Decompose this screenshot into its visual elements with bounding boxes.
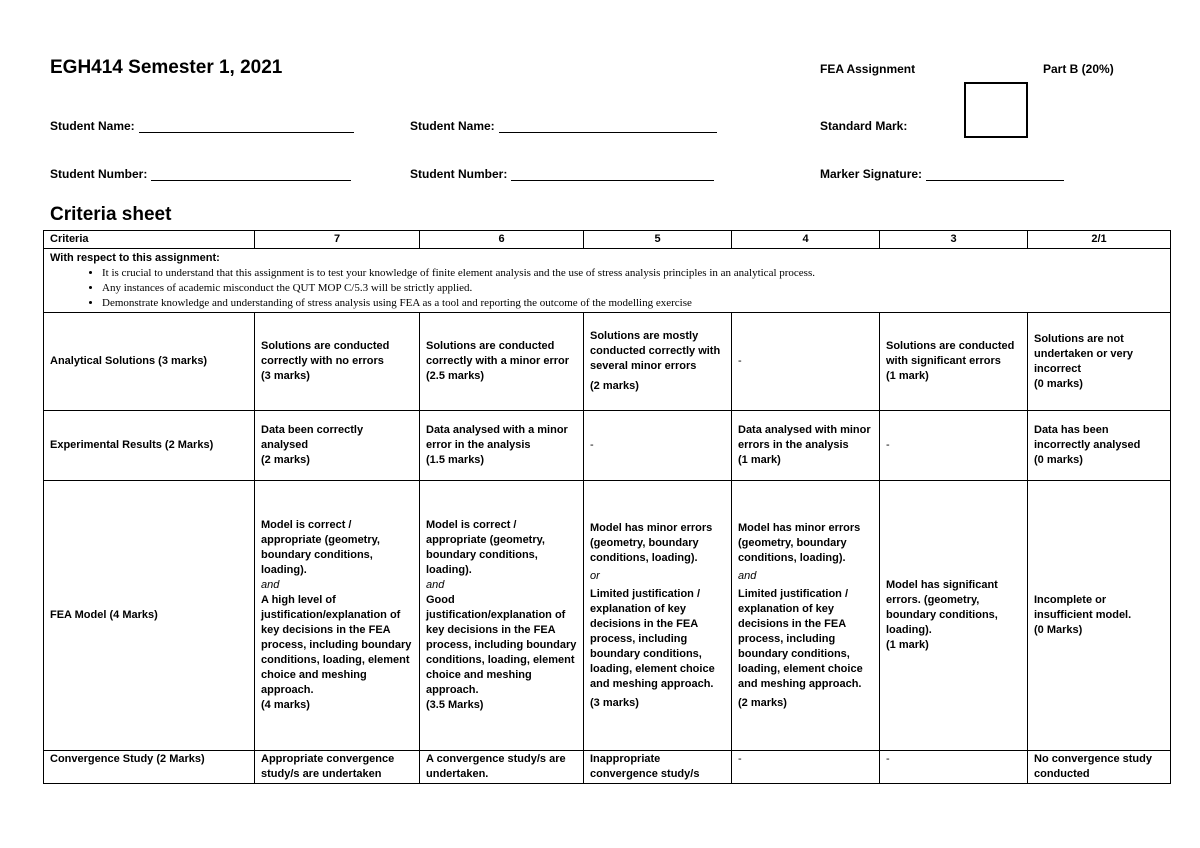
cell-marks: (2 marks) <box>590 380 639 392</box>
cell-marks: (3 marks) <box>590 696 639 709</box>
col-header-4: 4 <box>732 231 880 249</box>
criteria-label: FEA Model (4 Marks) <box>44 481 255 751</box>
col-header-2-1: 2/1 <box>1028 231 1171 249</box>
criteria-label: Analytical Solutions (3 marks) <box>44 313 255 411</box>
row-experimental <box>44 411 1171 481</box>
col-header-criteria: Criteria <box>44 231 255 249</box>
cell-7: Appropriate convergence study/s are undertaken <box>255 751 420 784</box>
cell-text: Solutions are conducted correctly with a minor error <box>426 340 570 367</box>
cell-6 <box>420 411 584 481</box>
cell-4 <box>732 411 880 481</box>
cell-6 <box>420 313 584 411</box>
section-title: Criteria sheet <box>50 204 172 225</box>
cell-marks: (1.5 marks) <box>426 454 485 466</box>
row-analytical <box>44 313 1171 411</box>
student-number-1 <box>50 167 351 181</box>
cell-conjunction: and <box>426 579 445 591</box>
note-item: • Demonstrate knowledge and understanding of stress analysis using FEA as a tool and reporting the outcome of the modelling exercise <box>102 296 1164 311</box>
student-name-label: Student Name: <box>410 119 495 133</box>
note-item: • It is crucial to understand that this assignment is to test your knowledge of finite element analysis and the use of stress analysis principles in an analytical process. <box>102 266 1164 281</box>
cell-text: A high level of justification/explanation of key decisions in the FEA process, including boundary conditions, loading, element choice and meshing approach. <box>261 594 412 696</box>
cell-5 <box>584 411 732 481</box>
cell-marks: (3.5 Marks) <box>426 699 484 711</box>
table-header-row <box>44 231 1171 249</box>
cell-marks: (1 mark) <box>886 639 929 651</box>
criteria-label: Experimental Results (2 Marks) <box>44 411 255 481</box>
cell-3 <box>880 313 1028 411</box>
cell-text: Model has minor errors (geometry, boundary conditions, loading). <box>590 521 713 564</box>
cell-text: Solutions are conducted with significant errors <box>886 340 1015 367</box>
cell-2-1 <box>1028 481 1171 751</box>
cell-6 <box>420 481 584 751</box>
cell-text: - <box>886 439 890 451</box>
student-number-label: Student Number: <box>410 167 508 181</box>
course-title: EGH414 Semester 1, 2021 <box>50 57 283 78</box>
student-number-line-1[interactable] <box>151 168 351 181</box>
cell-4: - <box>732 751 880 784</box>
cell-7 <box>255 481 420 751</box>
student-number-2 <box>410 167 714 181</box>
student-number-line-2[interactable] <box>511 168 714 181</box>
notes-cell <box>44 249 1171 313</box>
cell-2-1 <box>1028 313 1171 411</box>
cell-text: Data has been incorrectly analysed <box>1034 424 1141 451</box>
cell-text: Data been correctly analysed <box>261 424 364 451</box>
col-header-5: 5 <box>584 231 732 249</box>
cell-4 <box>732 481 880 751</box>
cell-marks: (1 mark) <box>886 370 929 382</box>
notes-title: With respect to this assignment: <box>50 252 220 264</box>
marker-signature-label: Marker Signature: <box>820 167 923 181</box>
cell-marks: (0 marks) <box>1034 377 1083 390</box>
student-name-2 <box>410 119 717 133</box>
marker-signature <box>820 167 1064 181</box>
cell-5: Inappropriate convergence study/s <box>584 751 732 784</box>
col-header-6: 6 <box>420 231 584 249</box>
cell-text: Limited justification / explanation of key decisions in the FEA process, including boundary conditions, loading, element choice and meshing approach. <box>590 587 715 690</box>
cell-conjunction: and <box>738 569 757 582</box>
cell-text: Limited justification / explanation of key decisions in the FEA process, including boundary conditions, loading, element choice and meshing approach. <box>738 587 863 690</box>
cell-text: Incomplete or insufficient model. <box>1034 594 1132 621</box>
cell-5 <box>584 313 732 411</box>
cell-2-1: No convergence study conducted <box>1028 751 1171 784</box>
cell-marks: (0 Marks) <box>1034 624 1083 636</box>
criteria-table <box>43 230 1171 784</box>
cell-marks: (2 marks) <box>738 696 787 709</box>
col-header-3: 3 <box>880 231 1028 249</box>
assignment-label: FEA Assignment <box>820 62 916 76</box>
cell-3: - <box>880 751 1028 784</box>
cell-text: Data analysed with minor errors in the analysis <box>738 424 871 451</box>
cell-5 <box>584 481 732 751</box>
cell-text: Model is correct / appropriate (geometry, boundary conditions, loading). <box>261 519 380 576</box>
criteria-label: Convergence Study (2 Marks) <box>44 751 255 784</box>
note-item: • Any instances of academic misconduct the QUT MOP C/5.3 will be strictly applied. <box>102 281 1164 296</box>
cell-marks: (2.5 marks) <box>426 370 485 382</box>
cell-text: Model has minor errors (geometry, boundary conditions, loading). <box>738 521 861 564</box>
marker-signature-line[interactable] <box>926 168 1064 181</box>
cell-7 <box>255 313 420 411</box>
cell-conjunction: or <box>590 569 600 582</box>
student-name-label: Student Name: <box>50 119 135 133</box>
cell-text: Data analysed with a minor error in the analysis <box>426 424 568 451</box>
cell-marks: (4 marks) <box>261 699 310 711</box>
cell-text: Model has significant errors. (geometry, boundary conditions, loading). <box>886 579 998 636</box>
cell-3 <box>880 411 1028 481</box>
cell-2-1 <box>1028 411 1171 481</box>
student-number-label: Student Number: <box>50 167 148 181</box>
cell-text: Good justification/explanation of key decisions in the FEA process, including boundary conditions, loading, element choice and meshing approach. <box>426 594 577 696</box>
cell-4 <box>732 313 880 411</box>
cell-text: - <box>590 439 594 451</box>
cell-text: Solutions are not undertaken or very incorrect <box>1034 332 1134 375</box>
cell-text: Solutions are mostly conducted correctly with several minor errors <box>590 330 721 372</box>
cell-text: Model is correct / appropriate (geometry, boundary conditions, loading). <box>426 519 545 576</box>
cell-text: Solutions are conducted correctly with no errors <box>261 340 390 367</box>
cell-marks: (1 mark) <box>738 454 781 466</box>
notes-row <box>44 249 1171 313</box>
standard-mark-label: Standard Mark: <box>820 119 908 133</box>
student-name-line-2[interactable] <box>499 120 717 133</box>
cell-marks: (0 marks) <box>1034 454 1083 466</box>
part-label: Part B (20%) <box>1043 62 1114 76</box>
col-header-7: 7 <box>255 231 420 249</box>
student-name-line-1[interactable] <box>139 120 354 133</box>
student-name-1 <box>50 119 354 133</box>
notes-list <box>50 266 1164 311</box>
cell-text: - <box>738 355 742 367</box>
cell-6: A convergence study/s are undertaken. <box>420 751 584 784</box>
row-convergence <box>44 751 1171 784</box>
standard-mark-box[interactable] <box>964 82 1028 138</box>
cell-marks: (2 marks) <box>261 454 310 466</box>
cell-conjunction: and <box>261 579 280 591</box>
cell-7 <box>255 411 420 481</box>
cell-marks: (3 marks) <box>261 370 310 382</box>
cell-3 <box>880 481 1028 751</box>
row-fea-model <box>44 481 1171 751</box>
